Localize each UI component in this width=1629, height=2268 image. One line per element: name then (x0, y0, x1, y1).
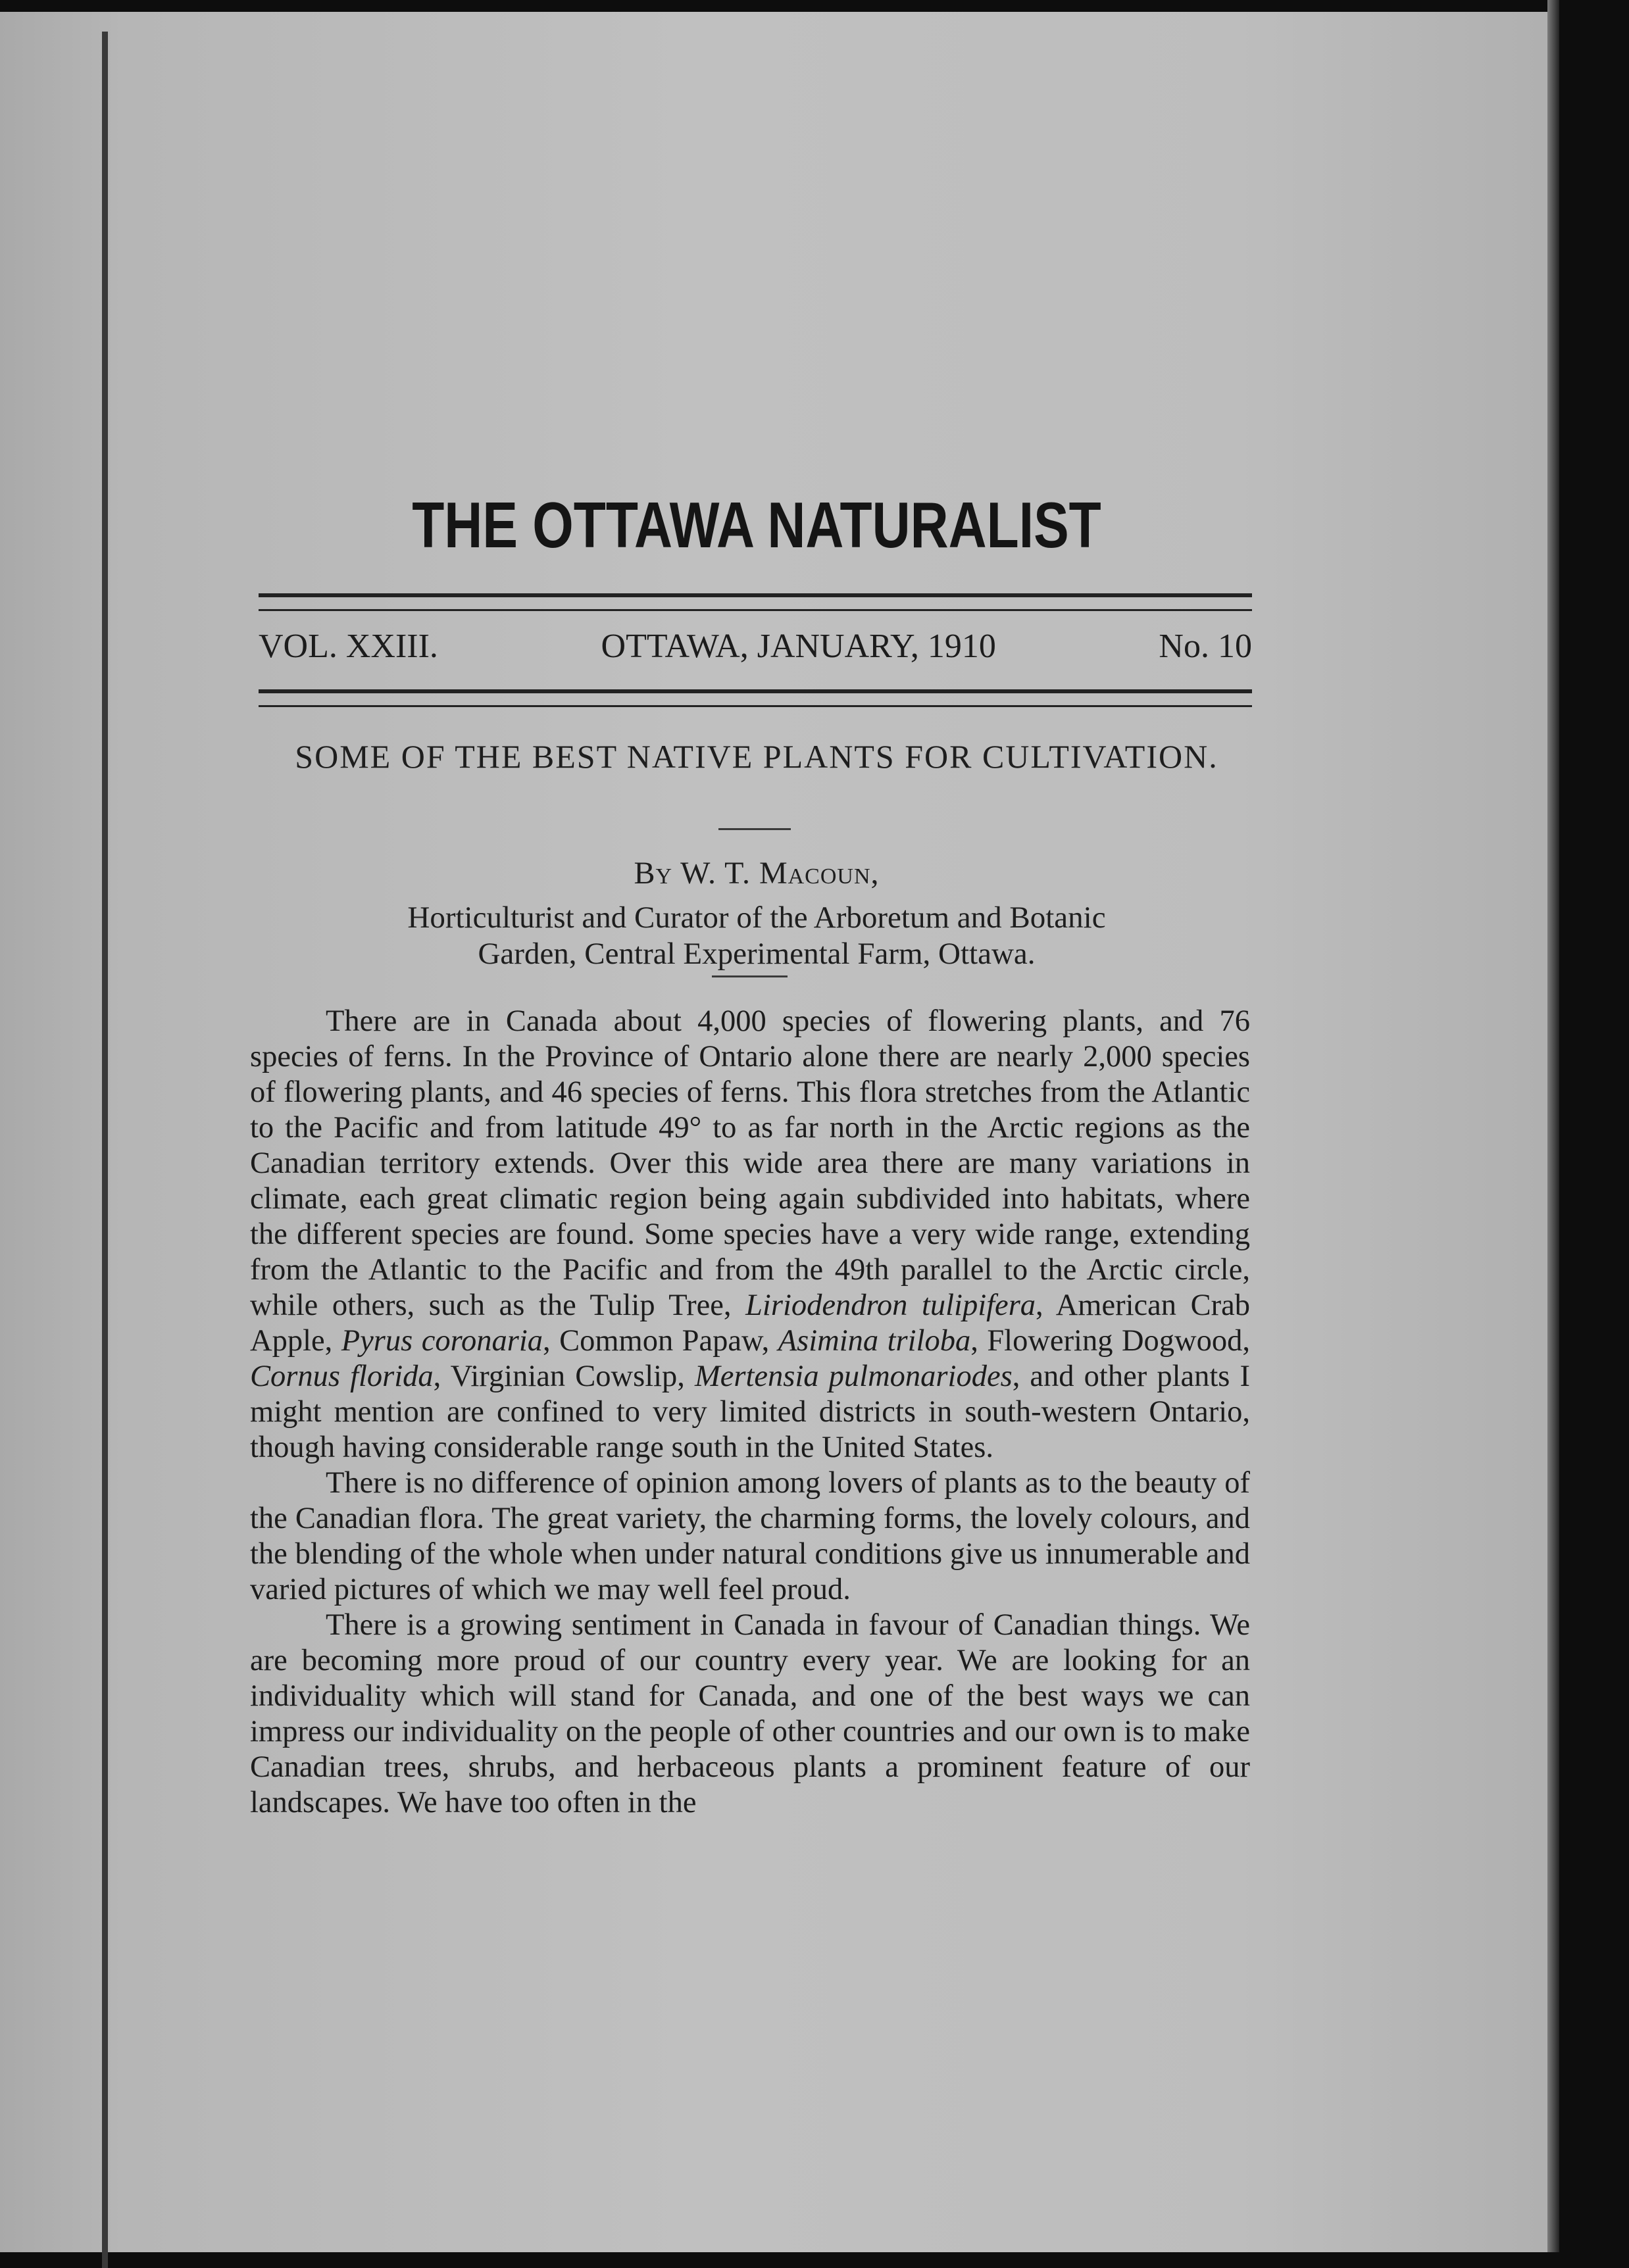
scanned-page (0, 12, 1547, 2252)
paragraph-3: There is a growing sentiment in Canada in favour of Canadian things. We are becoming more proud of our country every year. We are looking for an individuality which will stand for Canada, and one of the best ways we can impress our individuality on the people of other countries and our own is to make Canadian trees, shrubs, and herbaceous plants a prominent feature of our landscapes. We have too often in the (250, 1608, 1250, 1819)
issue-line (259, 626, 1252, 668)
title-divider (718, 828, 791, 830)
dateline: OTTAWA, JANUARY, 1910 (601, 628, 996, 665)
paragraph-1: There are in Canada about 4,000 species of flowering plants, and 76 species of ferns. In the Province of Ontario alone there are nearly 2,000 species of flowering plants, and 46 species of ferns. This flora stretches from the Atlantic to the Pacific and from latitude 49° to as far north in the Arctic regions as the Canadian territory extends. Over this wide area there are many variations in climate, each great climatic region being again subdivided into habitats, where the different species are found. Some species have a very wide range, extending from the Atlantic to the Pacific and from the 49th parallel to the Arctic circle, while others, such as the Tulip Tree, Liriodendron tulipifera, American Crab Apple, Pyrus coronaria, Common Papaw, Asimina triloba, Flowering Dogwood, Cornus florida, Virginian Cowslip, Mertensia pulmonariodes, and other plants I might mention are confined to very limited districts in south-western Ontario, though having considerable range south in the United States. (250, 1004, 1250, 1464)
journal-title: THE OTTAWA NATURALIST (412, 489, 1101, 561)
affiliation-line-1: Horticulturist and Curator of the Arboretum and Botanic (407, 900, 1106, 935)
affiliation-line-2: Garden, Central Experimental Farm, Ottawa. (478, 937, 1036, 971)
species-name: Pyrus coronaria (341, 1324, 543, 1358)
article-title: SOME OF THE BEST NATIVE PLANTS FOR CULTIVATION. (295, 738, 1218, 775)
author-affiliation (263, 900, 1250, 972)
binding-line (102, 32, 108, 2268)
species-name: Mertensia pulmonariodes (695, 1360, 1013, 1393)
paragraph-2: There is no difference of opinion among lovers of plants as to the beauty of the Canadian flora. The great variety, the charming forms, the lovely colours, and the blending of the whole when under natural conditions give us innumerable and varied pictures of which we may well feel proud. (250, 1466, 1250, 1606)
masthead-rule-top (259, 593, 1252, 611)
byline-divider (712, 975, 788, 977)
species-name: Liriodendron tulipifera (745, 1289, 1036, 1322)
species-name: Cornus florida (250, 1360, 434, 1393)
volume-label: VOL. XXIII. (259, 628, 438, 665)
page-edge-shadow (1547, 0, 1559, 2252)
article-body (250, 1004, 1250, 1821)
species-name: Asimina triloba (778, 1324, 971, 1358)
issue-number: No. 10 (1159, 628, 1252, 665)
masthead-rule-bottom (259, 689, 1252, 707)
byline: By W. T. Macoun, (634, 856, 880, 891)
